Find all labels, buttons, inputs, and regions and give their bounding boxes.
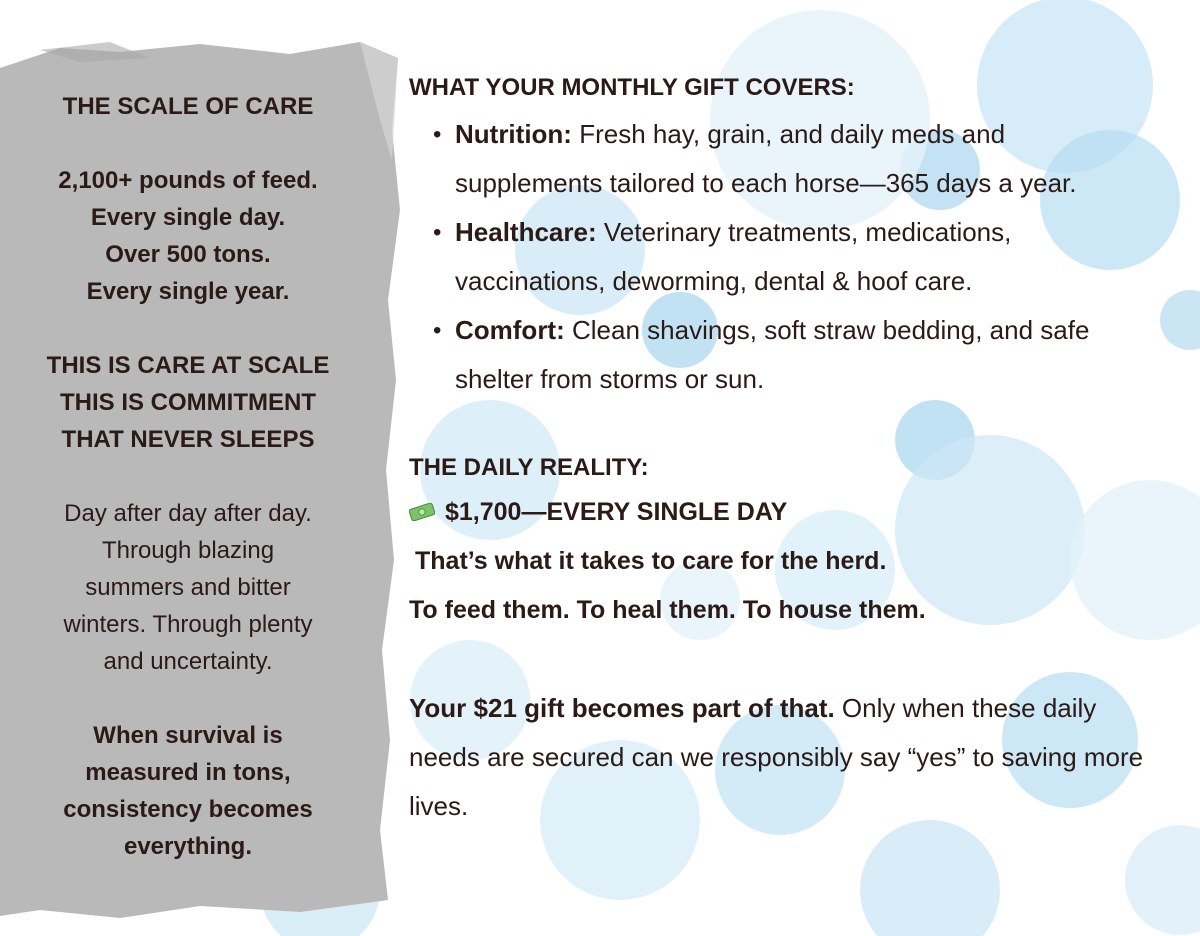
covers-list [409, 110, 1169, 404]
closing-line: everything. [123, 833, 253, 860]
gift-text: Only when these daily needs are secured can we responsibly say “yes” to saving more lives. [409, 693, 1144, 821]
list-item [455, 208, 1169, 306]
closing-line: measured in tons, [85, 759, 291, 786]
scale-of-care-panel [0, 40, 400, 920]
daily-line: To feed them. To heal them. To house them. [409, 596, 926, 624]
body-line: and uncertainty. [103, 648, 273, 675]
daily-line: That’s what it takes to care for the herd. [415, 547, 887, 575]
gift-details [409, 68, 1169, 831]
list-item [455, 306, 1169, 404]
daily-amount [409, 488, 1169, 537]
closing-line: When survival is [93, 722, 283, 749]
motto-line: THAT NEVER SLEEPS [61, 426, 315, 453]
money-icon [409, 503, 435, 521]
motto-line: THIS IS COMMITMENT [60, 389, 316, 416]
list-item [455, 110, 1169, 208]
gift-bold: Your $21 gift becomes part of that. [409, 693, 835, 723]
body-line: Through blazing [101, 537, 275, 564]
motto-line: THIS IS CARE AT SCALE [46, 352, 330, 379]
closing-line: consistency becomes [63, 796, 313, 823]
body-line: summers and bitter [85, 574, 291, 601]
daily-heading: THE DAILY REALITY: [409, 454, 649, 481]
stat-line: Every single day. [90, 204, 286, 231]
item-label: Nutrition: [455, 119, 572, 149]
stat-line: 2,100+ pounds of feed. [58, 167, 318, 194]
item-label: Healthcare: [455, 217, 597, 247]
item-label: Comfort: [455, 315, 565, 345]
item-text: Veterinary treatments, medications, vaccinations, deworming, dental & hoof care. [455, 217, 1012, 296]
stat-line: Over 500 tons. [105, 241, 271, 268]
covers-heading: WHAT YOUR MONTHLY GIFT COVERS: [409, 74, 855, 101]
body-line: Day after day after day. [64, 500, 312, 527]
stat-line: Every single year. [86, 278, 290, 305]
panel-title: THE SCALE OF CARE [62, 93, 314, 120]
item-text: Fresh hay, grain, and daily meds and supplements tailored to each horse—365 days a year. [455, 119, 1077, 198]
gift-statement [409, 684, 1169, 831]
amount-text: $1,700—EVERY SINGLE DAY [445, 498, 788, 526]
item-text: Clean shavings, soft straw bedding, and safe shelter from storms or sun. [455, 315, 1090, 394]
body-line: winters. Through plenty [63, 611, 313, 638]
